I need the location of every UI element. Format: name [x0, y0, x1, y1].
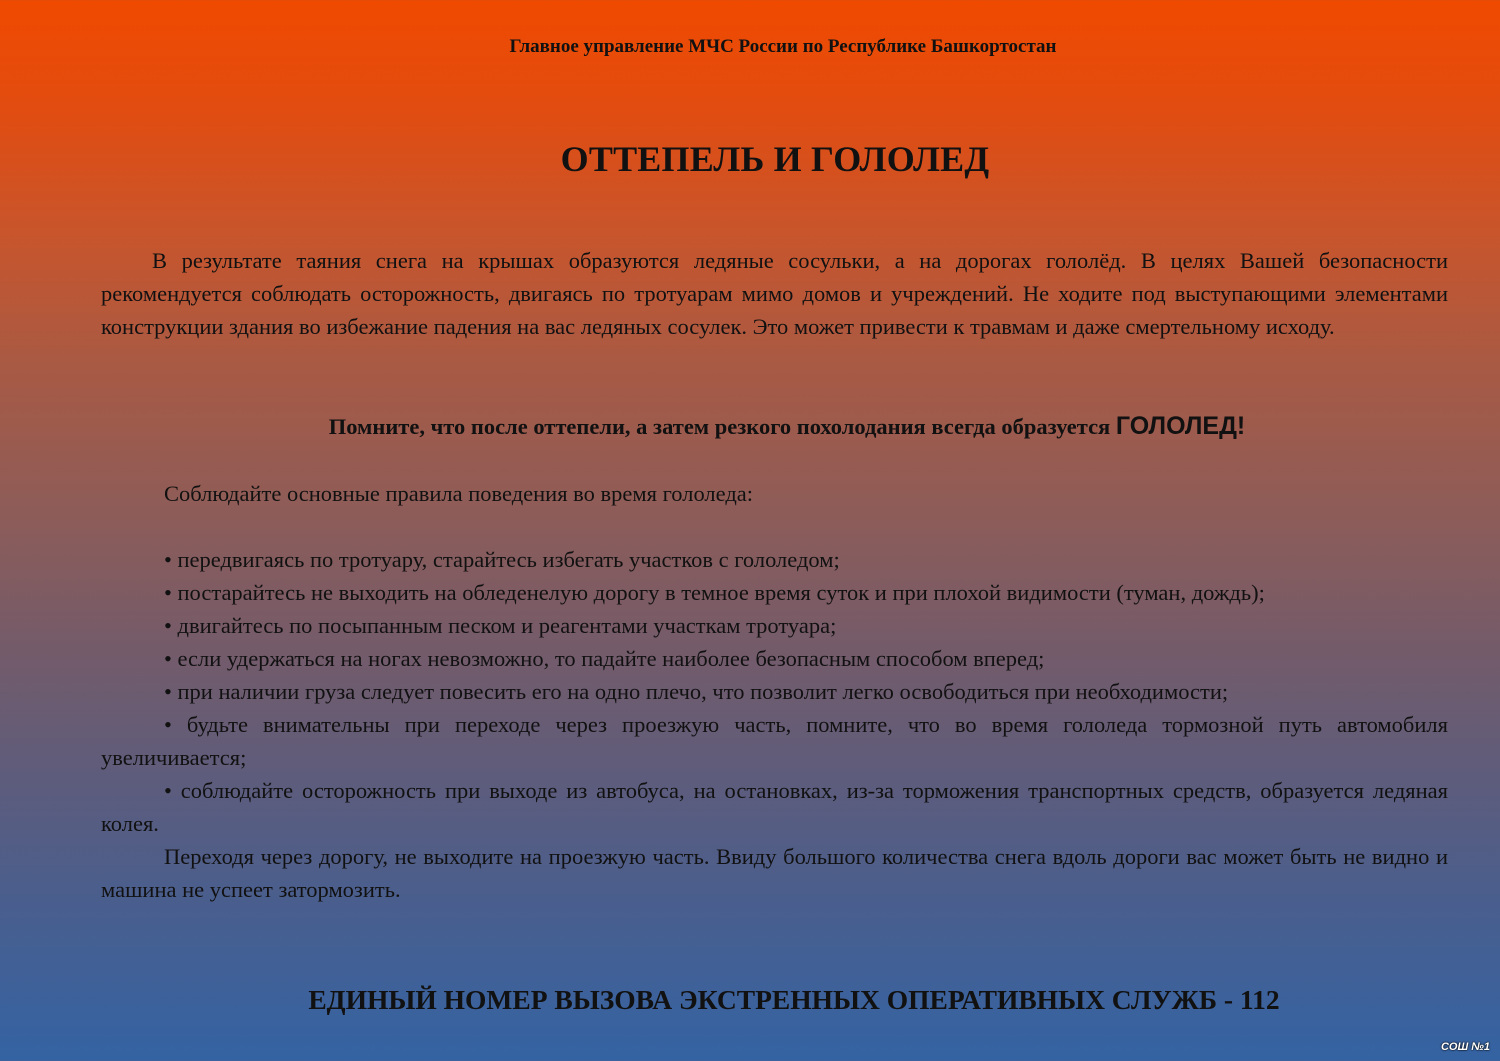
school-watermark: СОШ №1: [1440, 1041, 1490, 1053]
remember-text: Помните, что после оттепели, а затем резкого похолодания всегда образуется: [328, 414, 1116, 439]
rule-item: • если удержаться на ногах невозможно, то падайте наиболее безопасным способом вперед;: [164, 646, 1045, 671]
rule-item: • будьте внимательны при переходе через проезжую часть, помните, что во время гололеда тормозной путь автомобиля увеличивается;: [101, 712, 1448, 770]
emergency-number-banner: ЕДИНЫЙ НОМЕР ВЫЗОВА ЭКСТРЕННЫХ ОПЕРАТИВНЫХ СЛУЖБ - 112: [308, 984, 1280, 1015]
page-title: ОТТЕПЕЛЬ И ГОЛОЛЕД: [560, 139, 990, 179]
rule-item: • соблюдайте осторожность при выходе из автобуса, на остановках, из-за торможения транспортных средств, образуется ледяная колея.: [101, 778, 1448, 836]
organization-header: Главное управление МЧС России по Республике Башкортостан: [509, 36, 1057, 57]
rule-item: • двигайтесь по посыпанным песком и реагентами участкам тротуара;: [164, 613, 837, 638]
remember-notice: [0, 410, 1500, 443]
rule-item: • при наличии груза следует повесить его на одно плечо, что позволит легко освободиться при необходимости;: [164, 679, 1229, 704]
intro-paragraph: В результате таяния снега на крышах образуются ледяные сосульки, а на дорогах гололёд. В целях Вашей безопасности рекомендуется соблюдать осторожность, двигаясь по тротуарам мимо домов и учреждений. Не ходите под выступающими элементами конструкции здания во избежание падения на вас ледяных сосулек. Это может привести к травмам и даже смертельному исходу.: [101, 248, 1448, 339]
rule-item: • постарайтесь не выходить на обледенелую дорогу в темное время суток и при плохой видимости (туман, дождь);: [164, 580, 1265, 605]
crossing-paragraph: Переходя через дорогу, не выходите на проезжую часть. Ввиду большого количества снега вдоль дороги вас может быть не видно и машина не успеет затормозить.: [101, 844, 1448, 902]
rules-intro: Соблюдайте основные правила поведения во время гололеда:: [164, 481, 754, 506]
rules-list: [101, 543, 1448, 840]
remember-emphasis: ГОЛОЛЕД!: [1115, 412, 1246, 440]
rule-item: • передвигаясь по тротуару, старайтесь избегать участков с гололедом;: [164, 547, 840, 572]
